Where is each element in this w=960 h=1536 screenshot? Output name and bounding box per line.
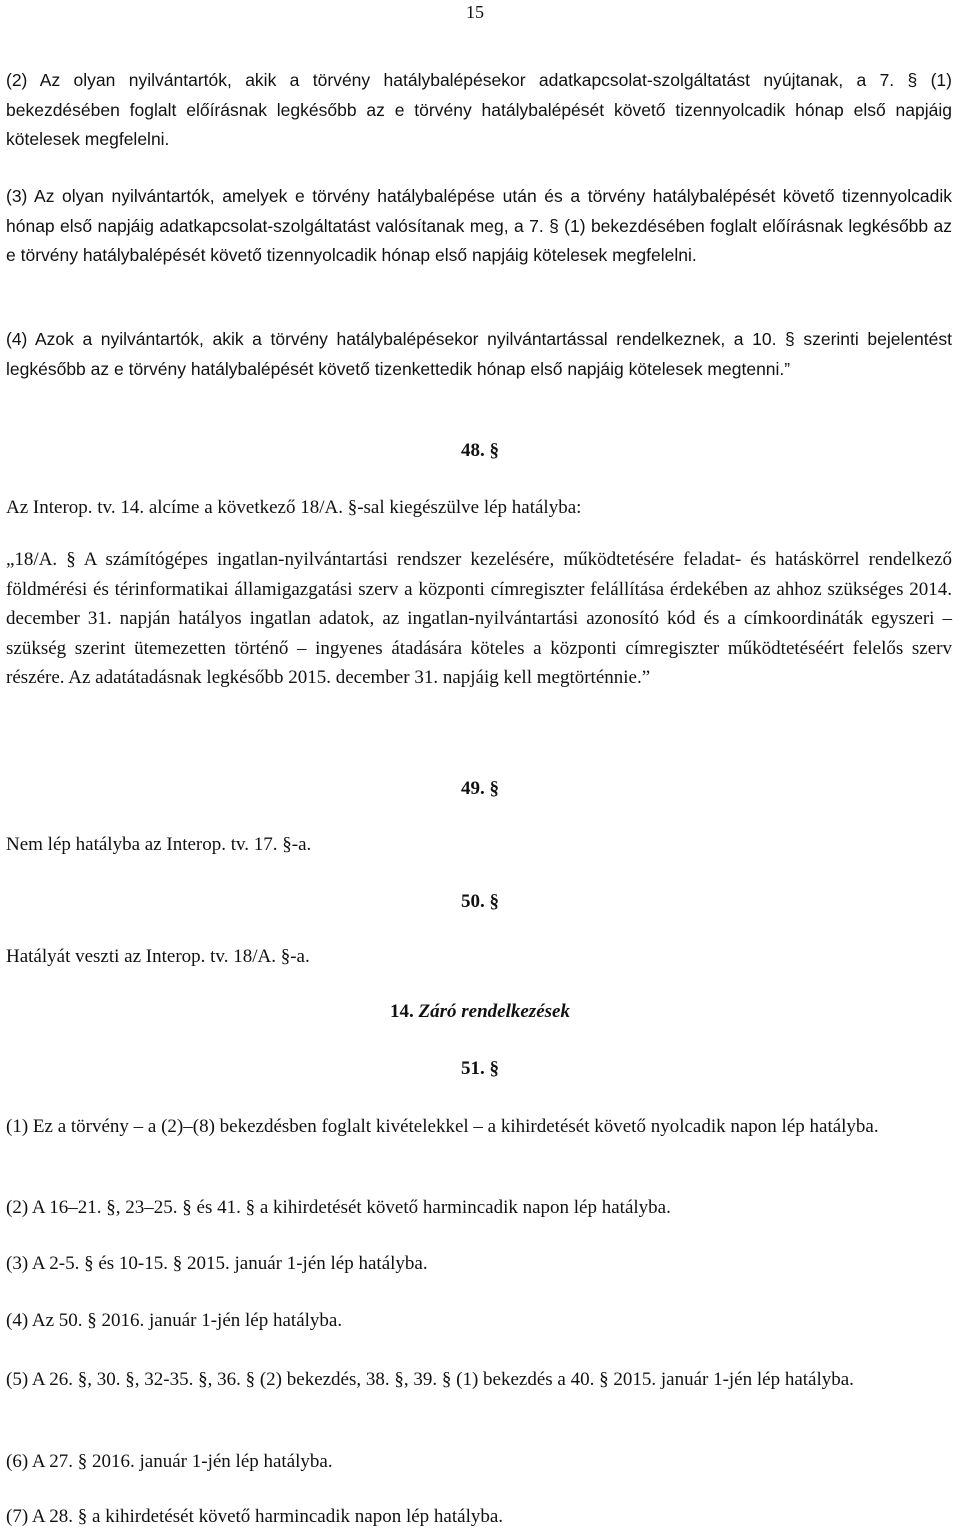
section-51-paragraph-5: (5) A 26. §, 30. §, 32-35. §, 36. § (2) bekezdés, 38. §, 39. § (1) bekezdés a 40. § 2015. január 1-jén lép hatályba. <box>6 1369 854 1390</box>
section-48-intro: Az Interop. tv. 14. alcíme a következő 18/A. §-sal kiegészülve lép hatályba: <box>6 497 582 518</box>
paragraph-4: (4) Azok a nyilvántartók, akik a törvény hatálybalépésekor nyilvántartással rendelkeznek, a 10. § szerinti bejelentést legkésőbb az e törvény hatálybalépését követő tizenkettedik hónap első napjáig kötelesek megtenni.” <box>6 329 952 379</box>
section-50-text: Hatályát veszti az Interop. tv. 18/A. §-a. <box>6 946 310 967</box>
chapter-title: Záró rendelkezések <box>418 1001 570 1022</box>
paragraph-2: (2) Az olyan nyilvántartók, akik a törvény hatálybalépésekor adatkapcsolat-szolgáltatást nyújtanak, a 7. § (1) bekezdésében foglalt előírásnak legkésőbb az e törvény hatálybalépését követő tizennyolcadik hónap első napjáig kötelesek megfelelni. <box>6 70 952 149</box>
section-51-paragraph-1: (1) Ez a törvény – a (2)–(8) bekezdésben foglalt kivételekkel – a kihirdetését követő nyolcadik napon lép hatályba. <box>6 1116 879 1137</box>
chapter-heading <box>0 1001 960 1023</box>
paragraph-3: (3) Az olyan nyilvántartók, amelyek e törvény hatálybalépése után és a törvény hatálybalépését követő tizennyolcadik hónap első napjáig adatkapcsolat-szolgáltatást valósítanak meg, a 7. § (1) bekezdésében foglalt előírásnak legkésőbb az e törvény hatálybalépését követő tizennyolcadik hónap első napjáig kötelesek megfelelni. <box>6 186 952 265</box>
section-49-heading: 49. § <box>461 778 499 799</box>
chapter-number: 14. <box>390 1001 419 1022</box>
page-number: 15 <box>466 2 484 22</box>
section-50-heading: 50. § <box>461 891 499 912</box>
section-48-text: „18/A. § A számítógépes ingatlan-nyilvántartási rendszer kezelésére, működtetésére feladat- és hatáskörrel rendelkező földmérési és térinformatikai államigazgatási szerv a központi címregiszter felállítása érdekében az ahhoz szükséges 2014. december 31. napján hatályos ingatlan adatok, az ingatlan-nyilvántartási azonosító kód és a címkoordináták egyszeri – szükség szerint ütemezetten történő – ingyenes átadására köteles a központi címregiszter működtetéséért felelős szerv részére. Az adatátadásnak legkésőbb 2015. december 31. napjáig kell megtörténnie.” <box>6 549 952 688</box>
section-51-paragraph-6: (6) A 27. § 2016. január 1-jén lép hatályba. <box>6 1451 333 1472</box>
section-51-paragraph-4: (4) Az 50. § 2016. január 1-jén lép hatályba. <box>6 1310 343 1331</box>
section-51-paragraph-3: (3) A 2-5. § és 10-15. § 2015. január 1-jén lép hatályba. <box>6 1253 428 1274</box>
section-51-paragraph-2: (2) A 16–21. §, 23–25. § és 41. § a kihirdetését követő harmincadik napon lép hatályba. <box>6 1197 671 1218</box>
section-49-text: Nem lép hatályba az Interop. tv. 17. §-a. <box>6 834 312 855</box>
section-48-heading: 48. § <box>461 440 499 461</box>
section-51-paragraph-7: (7) A 28. § a kihirdetését követő harmincadik napon lép hatályba. <box>6 1506 504 1527</box>
section-51-heading: 51. § <box>461 1058 499 1079</box>
